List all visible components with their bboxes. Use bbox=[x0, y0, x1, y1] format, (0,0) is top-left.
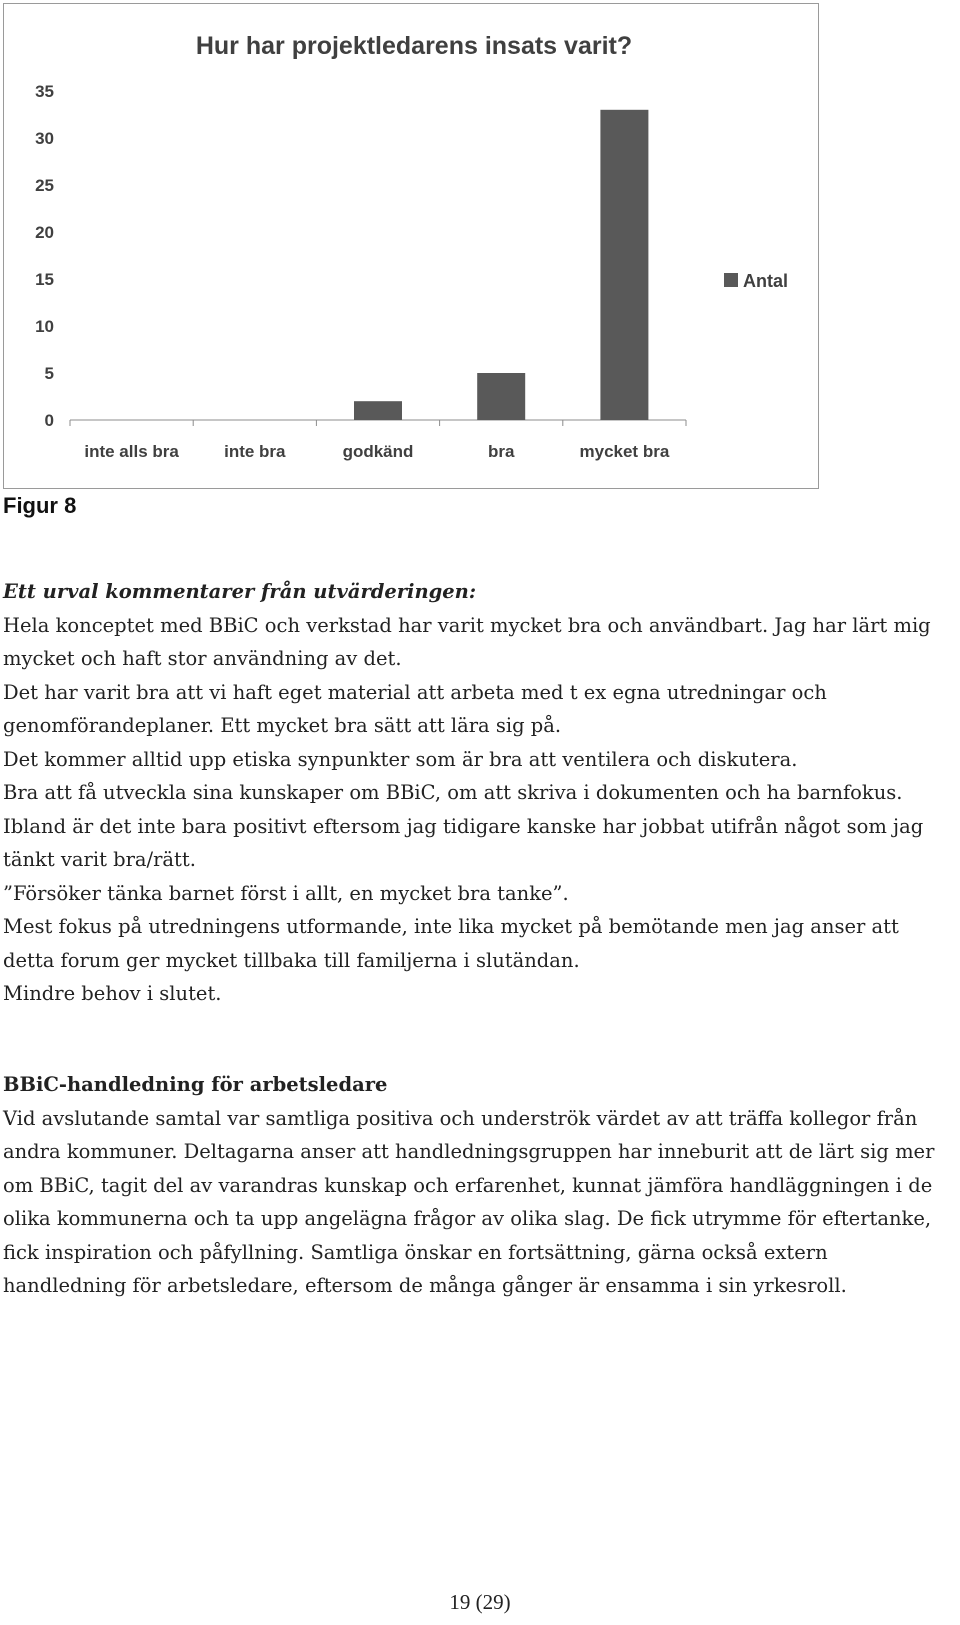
chart-title: Hur har projektledarens insats varit? bbox=[195, 32, 633, 60]
legend-label: Antal bbox=[743, 271, 788, 291]
x-tick-label: inte alls bra bbox=[84, 442, 179, 461]
bars bbox=[354, 110, 648, 420]
x-tick-label: godkänd bbox=[342, 442, 414, 461]
section-body: Vid avslutande samtal var samtliga positiva och underströk värdet av att träffa kollegor från andra kommuner. Deltagarna anser att handledningsgruppen har inneburit att de lärt sig mer om BBiC, tagit del av varandras kunskap och erfarenhet, kunnat jämföra handläggningen i de olika kommunerna och ta upp angelägna frågor av olika slag. De fick utrymme för eftertanke, fick inspiration och påfyllning. Samtliga önskar en fortsättning, gärna också extern handledning för arbetsledare, eftersom de många gånger är ensamma i sin yrkesroll. bbox=[3, 1106, 935, 1297]
y-tick-label: 25 bbox=[35, 176, 54, 195]
page-number: 19 (29) bbox=[449, 1590, 511, 1614]
x-tick-label: bra bbox=[487, 442, 515, 461]
y-tick-label: 30 bbox=[35, 129, 54, 148]
bar bbox=[600, 110, 648, 420]
figure-caption: Figur 8 bbox=[3, 493, 77, 518]
comments-heading: Ett urval kommentarer från utvärderingen: bbox=[3, 580, 477, 603]
y-tick-label: 0 bbox=[44, 411, 54, 430]
bar bbox=[477, 373, 525, 420]
y-tick-label: 20 bbox=[35, 223, 54, 242]
comment-line: Det kommer alltid upp etiska synpunkter som är bra att ventilera och diskutera. bbox=[3, 747, 798, 771]
comment-line: Ibland är det inte bara positivt eftersom jag tidigare kanske har jobbat utifrån något som jag tänkt varit bra/rätt. bbox=[3, 814, 924, 871]
x-tick-label: inte bra bbox=[224, 442, 286, 461]
y-tick-label: 5 bbox=[44, 364, 54, 383]
bar-chart bbox=[3, 3, 819, 489]
x-axis-labels bbox=[84, 442, 669, 461]
y-tick-label: 15 bbox=[35, 270, 54, 289]
comment-line: Det har varit bra att vi haft eget material att arbeta med t ex egna utredningar och genomförandeplaner. Ett mycket bra sätt att lära sig på. bbox=[3, 680, 827, 737]
comment-line: ”Försöker tänka barnet först i allt, en mycket bra tanke”. bbox=[3, 881, 569, 905]
y-tick-label: 10 bbox=[35, 317, 54, 336]
y-axis bbox=[35, 82, 54, 430]
comment-line: Hela konceptet med BBiC och verkstad har varit mycket bra och användbart. Jag har lärt mig mycket och haft stor användning av det. bbox=[3, 613, 931, 670]
legend-swatch bbox=[724, 273, 738, 287]
y-tick-label: 35 bbox=[35, 82, 54, 101]
section-handledning bbox=[3, 1068, 953, 1303]
x-tick-label: mycket bra bbox=[579, 442, 670, 461]
legend bbox=[724, 271, 788, 291]
bar bbox=[354, 401, 402, 420]
comment-line: Mindre behov i slutet. bbox=[3, 982, 222, 1005]
chart-svg bbox=[4, 4, 820, 490]
x-axis-ticks bbox=[70, 420, 686, 426]
comment-line: Bra att få utveckla sina kunskaper om BBiC, om att skriva i dokumenten och ha barnfokus. bbox=[3, 781, 903, 804]
section-heading: BBiC-handledning för arbetsledare bbox=[3, 1073, 388, 1096]
comment-line: Mest fokus på utredningens utformande, inte lika mycket på bemötande men jag anser att detta forum ger mycket tillbaka till familjerna i slutändan. bbox=[3, 915, 899, 972]
comments-block bbox=[3, 575, 953, 1011]
